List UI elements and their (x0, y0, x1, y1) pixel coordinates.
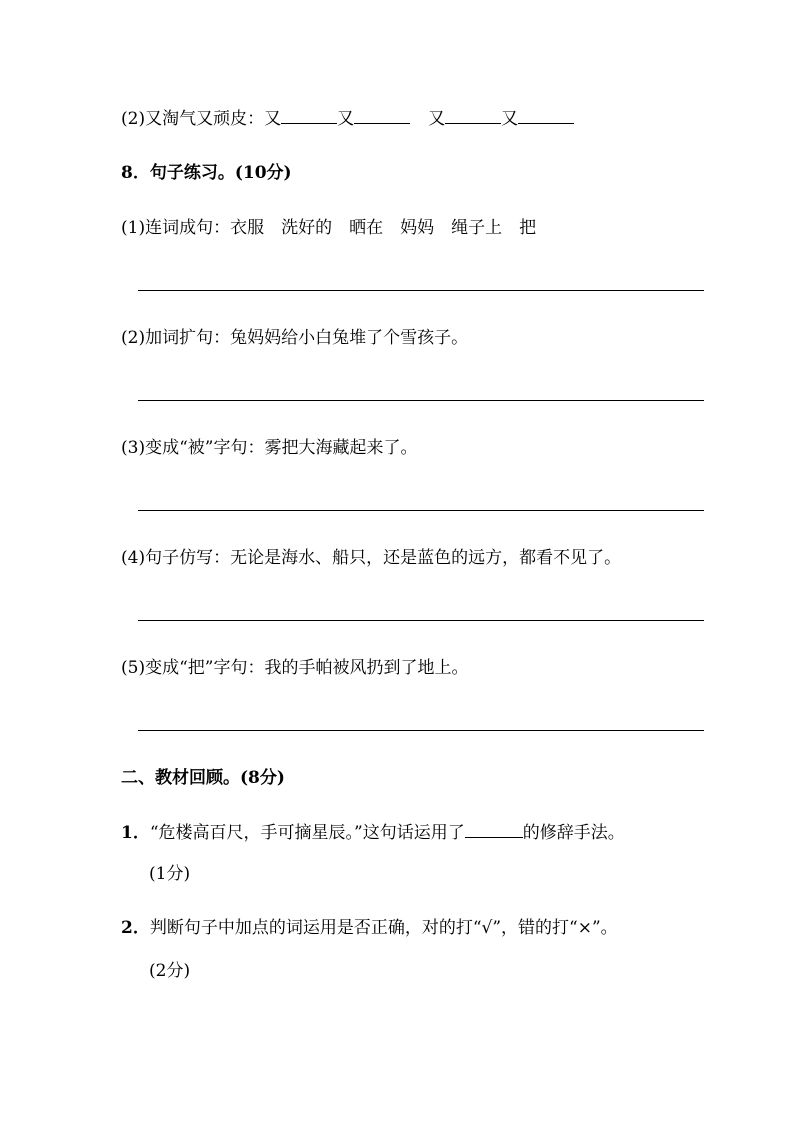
sub-text: 兔妈妈给小白兔堆了个雪孩子。 (230, 328, 469, 348)
sub-label: 连词成句： (145, 218, 231, 238)
sub-question-3 (121, 438, 417, 458)
item-text: 又淘气又顽皮：又 (145, 109, 282, 129)
fill-blank[interactable] (518, 109, 574, 124)
sub-text: 衣服 洗好的 晒在 妈妈 绳子上 把 (230, 218, 537, 238)
sub-number: (4) (121, 548, 146, 568)
fill-blank[interactable] (281, 109, 337, 124)
question-number: 1． (121, 823, 150, 843)
item-number: (2) (121, 109, 146, 129)
sub-number: (1) (121, 218, 146, 238)
fill-blank[interactable] (465, 823, 523, 838)
fill-blank[interactable] (354, 109, 410, 124)
sub-question-1 (121, 218, 536, 238)
question-text: “危楼高百尺，手可摘星辰。”这句话运用了 (149, 823, 465, 843)
section-2-question-2 (121, 918, 618, 938)
sub-question-4 (121, 548, 621, 568)
question-text: 的修辞手法。 (522, 823, 625, 843)
sub-label: 加词扩句： (145, 328, 231, 348)
sub-text: 我的手帕被风扔到了地上。 (264, 658, 469, 678)
question-number: 2． (121, 918, 150, 938)
sub-text: 无论是海水、船只，还是蓝色的远方，都看不见了。 (230, 548, 622, 568)
section-2-title: 二、教材回顾。(8分) (121, 768, 285, 788)
section-2-question-1 (121, 823, 625, 843)
fill-blank[interactable] (445, 109, 501, 124)
sub-label: 变成“把”字句： (145, 658, 265, 678)
sub-text: 雾把大海藏起来了。 (264, 438, 418, 458)
sub-label: 变成“被”字句： (145, 438, 265, 458)
answer-line[interactable] (138, 620, 704, 621)
question-score: (1分) (149, 864, 191, 884)
sub-number: (2) (121, 328, 146, 348)
question-text: 判断句子中加点的词运用是否正确，对的打“√”，错的打“×”。 (149, 918, 618, 938)
sub-number: (5) (121, 658, 146, 678)
sub-question-2 (121, 328, 468, 348)
sub-number: (3) (121, 438, 146, 458)
item-text: 又 (501, 109, 519, 129)
answer-line[interactable] (138, 290, 704, 291)
answer-line[interactable] (138, 400, 704, 401)
item-text: 又 (337, 109, 355, 129)
answer-line[interactable] (138, 510, 704, 511)
answer-line[interactable] (138, 730, 704, 731)
item-2-line (121, 109, 574, 129)
question-8-title: 8．句子练习。(10分) (121, 163, 292, 183)
sub-label: 句子仿写： (145, 548, 231, 568)
sub-question-5 (121, 658, 468, 678)
item-text: 又 (428, 109, 446, 129)
question-score: (2分) (149, 961, 191, 981)
